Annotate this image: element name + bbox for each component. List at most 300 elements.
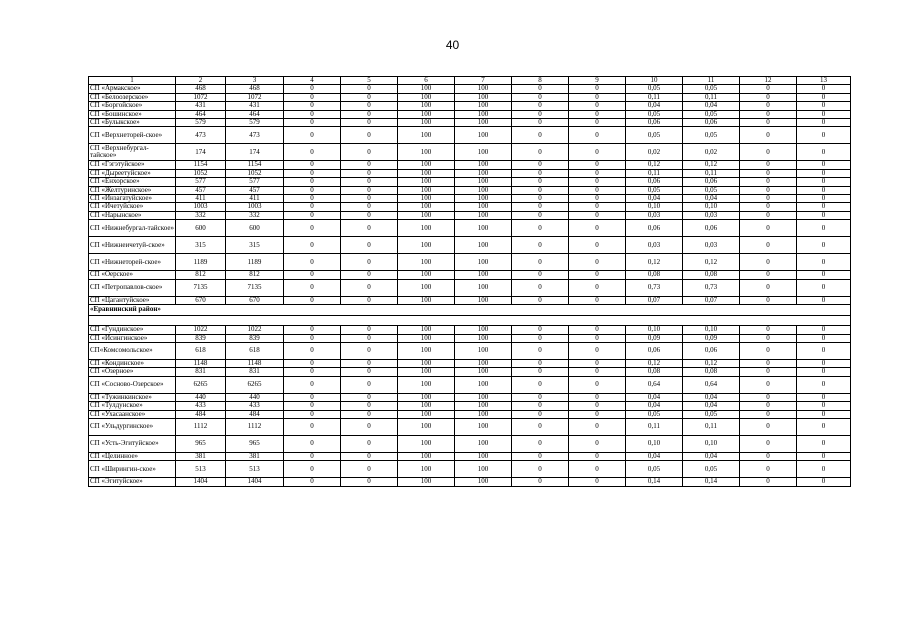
table-cell: 0 [341, 368, 398, 376]
table-cell: 100 [398, 393, 455, 401]
table-cell: 965 [176, 435, 226, 452]
table-cell: 839 [176, 334, 226, 342]
table-cell: 0,02 [626, 144, 683, 161]
settlement-name: СП «Оерское» [89, 271, 176, 279]
header-cell: 12 [740, 77, 797, 85]
table-cell: 315 [176, 237, 226, 254]
table-cell: 100 [455, 279, 512, 296]
table-cell: 0,03 [626, 211, 683, 219]
table-cell: 0 [740, 342, 797, 359]
table-cell: 0 [512, 342, 569, 359]
table-cell: 0 [569, 359, 626, 367]
table-cell: 0 [284, 418, 341, 435]
table-cell: 100 [398, 271, 455, 279]
table-cell: 484 [176, 410, 226, 418]
settlement-name: СП «Дыреетуйское» [89, 169, 176, 177]
table-row [89, 161, 851, 169]
table-cell: 0 [797, 161, 851, 169]
table-cell: 100 [455, 410, 512, 418]
table-row [89, 402, 851, 410]
table-cell: 0,06 [683, 178, 740, 186]
table-cell: 0,04 [683, 393, 740, 401]
table-cell: 0 [740, 161, 797, 169]
table-cell: 0 [284, 178, 341, 186]
table-cell: 484 [226, 410, 284, 418]
table-cell: 0 [797, 169, 851, 177]
settlement-name: СП «Армакское» [89, 85, 176, 93]
table-cell: 0,11 [683, 418, 740, 435]
table-cell: 0,06 [626, 178, 683, 186]
table-cell: 0,06 [683, 119, 740, 127]
table-cell: 100 [398, 220, 455, 237]
table-cell: 0,10 [683, 435, 740, 452]
table-cell: 0,09 [683, 334, 740, 342]
settlement-name: СП «Кондинское» [89, 359, 176, 367]
table-cell: 0,09 [626, 334, 683, 342]
table-cell: 473 [226, 127, 284, 144]
table-cell: 0 [341, 410, 398, 418]
table-cell: 0 [512, 161, 569, 169]
table-cell: 0 [512, 359, 569, 367]
table-cell: 0 [284, 271, 341, 279]
table-cell: 0 [797, 461, 851, 478]
table-cell: 100 [455, 368, 512, 376]
table-cell: 1148 [226, 359, 284, 367]
table-cell: 0,05 [683, 410, 740, 418]
table-cell: 381 [226, 452, 284, 460]
table-cell: 0 [569, 211, 626, 219]
table-cell: 0 [284, 169, 341, 177]
table-cell: 670 [226, 296, 284, 304]
header-cell: 7 [455, 77, 512, 85]
page-number: 40 [445, 38, 460, 52]
table-cell: 0,05 [683, 127, 740, 144]
table-cell: 0,05 [683, 186, 740, 194]
table-cell: 0,04 [626, 452, 683, 460]
table-cell: 100 [398, 279, 455, 296]
table-cell: 174 [176, 144, 226, 161]
table-cell: 0 [284, 93, 341, 101]
table-row [89, 195, 851, 203]
table-cell: 0 [284, 334, 341, 342]
table-cell: 831 [226, 368, 284, 376]
table-cell: 0 [797, 195, 851, 203]
table-cell: 0 [512, 271, 569, 279]
table-cell: 100 [455, 93, 512, 101]
table-cell: 1404 [176, 478, 226, 486]
table-cell: 0 [797, 144, 851, 161]
table-cell: 0 [569, 178, 626, 186]
table-cell: 0 [569, 161, 626, 169]
table-cell: 1072 [176, 93, 226, 101]
table-cell: 100 [398, 203, 455, 211]
table-cell: 0 [740, 169, 797, 177]
table-cell: 0 [569, 334, 626, 342]
table-cell: 0 [284, 359, 341, 367]
table-cell: 0 [341, 110, 398, 118]
table-cell: 0 [797, 93, 851, 101]
settlement-name: СП «Булыкское» [89, 119, 176, 127]
table-row [89, 435, 851, 452]
table-cell: 0,11 [626, 93, 683, 101]
table-row [89, 271, 851, 279]
table-cell: 0 [797, 402, 851, 410]
table-cell: 0 [284, 85, 341, 93]
table-cell: 0,04 [626, 393, 683, 401]
table-cell: 0 [284, 279, 341, 296]
table-cell: 0,64 [683, 376, 740, 393]
table-cell: 0,08 [626, 271, 683, 279]
table-cell: 812 [226, 271, 284, 279]
header-cell: 11 [683, 77, 740, 85]
table-cell: 0 [797, 279, 851, 296]
table-cell: 6265 [226, 376, 284, 393]
table-cell: 0 [569, 402, 626, 410]
table-cell: 0 [512, 237, 569, 254]
table-cell: 0 [284, 461, 341, 478]
table-cell: 464 [176, 110, 226, 118]
table-cell: 513 [176, 461, 226, 478]
table-cell: 0,14 [683, 478, 740, 486]
table-cell: 0 [284, 435, 341, 452]
table-cell: 0 [341, 102, 398, 110]
table-cell: 0 [512, 279, 569, 296]
blank-cell [89, 316, 851, 326]
table-cell: 1022 [226, 326, 284, 334]
table-cell: 100 [455, 211, 512, 219]
table-cell: 440 [176, 393, 226, 401]
table-cell: 0,05 [626, 85, 683, 93]
table-cell: 0 [569, 279, 626, 296]
table-cell: 100 [398, 161, 455, 169]
table-cell: 0 [797, 393, 851, 401]
table-cell: 831 [176, 368, 226, 376]
table-cell: 0 [797, 271, 851, 279]
table-cell: 100 [398, 435, 455, 452]
table-cell: 0 [740, 178, 797, 186]
table-cell: 0 [512, 102, 569, 110]
table-cell: 100 [455, 237, 512, 254]
table-cell: 100 [455, 127, 512, 144]
table-cell: 0 [569, 461, 626, 478]
table-cell: 0 [341, 435, 398, 452]
table-cell: 839 [226, 334, 284, 342]
table-cell: 1189 [226, 254, 284, 271]
table-row [89, 376, 851, 393]
table-cell: 0 [512, 461, 569, 478]
table-cell: 0 [569, 393, 626, 401]
table-cell: 0 [740, 102, 797, 110]
table-cell: 100 [455, 342, 512, 359]
table-cell: 0,04 [626, 402, 683, 410]
section-row [89, 305, 851, 316]
table-cell: 0 [341, 127, 398, 144]
table-cell: 0 [797, 211, 851, 219]
table-cell: 0 [512, 326, 569, 334]
table-cell: 0 [569, 195, 626, 203]
table-cell: 0 [740, 452, 797, 460]
table-cell: 315 [226, 237, 284, 254]
table-cell: 1003 [176, 203, 226, 211]
table-cell: 0 [512, 195, 569, 203]
table-cell: 0,12 [683, 161, 740, 169]
header-cell: 8 [512, 77, 569, 85]
settlement-name: СП «Усть-Эгитуйское» [89, 435, 176, 452]
table-cell: 0 [341, 220, 398, 237]
table-cell: 100 [398, 368, 455, 376]
table-cell: 0 [284, 203, 341, 211]
section-title: «Еравнинский район» [89, 305, 851, 316]
table-row [89, 110, 851, 118]
table-cell: 1003 [226, 203, 284, 211]
settlement-name: СП «Петропавлов-ское» [89, 279, 176, 296]
table-cell: 100 [455, 178, 512, 186]
table-row [89, 220, 851, 237]
table-cell: 0,12 [626, 254, 683, 271]
table-cell: 0 [512, 410, 569, 418]
table-cell: 0 [797, 102, 851, 110]
table-cell: 0 [512, 93, 569, 101]
table-cell: 1022 [176, 326, 226, 334]
table-row [89, 237, 851, 254]
table-cell: 1404 [226, 478, 284, 486]
table-cell: 0 [341, 376, 398, 393]
table-cell: 468 [226, 85, 284, 93]
table-cell: 0 [284, 296, 341, 304]
table-cell: 1112 [226, 418, 284, 435]
settlement-name: СП «Инзагатуйское» [89, 195, 176, 203]
settlement-name: СП «Цагантуйское» [89, 296, 176, 304]
table-cell: 0 [284, 127, 341, 144]
table-cell: 0 [569, 203, 626, 211]
table-cell: 0 [569, 169, 626, 177]
table-cell: 0,14 [626, 478, 683, 486]
table-cell: 0 [341, 178, 398, 186]
table-cell: 100 [398, 110, 455, 118]
table-cell: 411 [226, 195, 284, 203]
table-cell: 0 [797, 203, 851, 211]
table-cell: 457 [176, 186, 226, 194]
table-cell: 0 [740, 271, 797, 279]
table-cell: 0,05 [626, 127, 683, 144]
table-cell: 100 [398, 402, 455, 410]
table-cell: 7135 [226, 279, 284, 296]
table-cell: 100 [398, 211, 455, 219]
table-cell: 0 [512, 220, 569, 237]
table-row [89, 326, 851, 334]
table-cell: 0 [512, 452, 569, 460]
table-cell: 1112 [176, 418, 226, 435]
table-cell: 0 [512, 478, 569, 486]
table-cell: 0 [512, 144, 569, 161]
table-cell: 100 [455, 452, 512, 460]
table-cell: 100 [398, 334, 455, 342]
table-cell: 0 [740, 195, 797, 203]
table-cell: 100 [455, 393, 512, 401]
table-cell: 0,03 [626, 237, 683, 254]
table-cell: 0 [569, 376, 626, 393]
settlement-name: СП «Исингинское» [89, 334, 176, 342]
table-cell: 100 [398, 452, 455, 460]
table-cell: 100 [455, 203, 512, 211]
table-cell: 0 [740, 326, 797, 334]
table-cell: 1072 [226, 93, 284, 101]
table-cell: 0,06 [683, 342, 740, 359]
table-cell: 0 [341, 203, 398, 211]
table-cell: 0 [797, 478, 851, 486]
settlement-name: СП «Желтуринское» [89, 186, 176, 194]
header-cell: 13 [797, 77, 851, 85]
table-cell: 100 [398, 169, 455, 177]
table-cell: 0 [569, 102, 626, 110]
table-cell: 100 [398, 410, 455, 418]
table-cell: 100 [398, 144, 455, 161]
table-cell: 100 [455, 359, 512, 367]
table-cell: 0 [569, 418, 626, 435]
table-cell: 0 [284, 110, 341, 118]
settlement-name: СП «Тулдунское» [89, 402, 176, 410]
table-cell: 100 [455, 334, 512, 342]
table-cell: 0,04 [683, 452, 740, 460]
table-row [89, 418, 851, 435]
table-cell: 0,04 [683, 102, 740, 110]
table-row [89, 127, 851, 144]
table-cell: 0 [512, 296, 569, 304]
table-cell: 100 [455, 102, 512, 110]
table-cell: 100 [455, 326, 512, 334]
table-cell: 0 [797, 418, 851, 435]
table-cell: 100 [398, 186, 455, 194]
table-cell: 0 [797, 368, 851, 376]
table-cell: 100 [455, 254, 512, 271]
settlement-name: СП «Озерное» [89, 368, 176, 376]
table-cell: 0,05 [626, 461, 683, 478]
table-cell: 100 [398, 478, 455, 486]
table-cell: 174 [226, 144, 284, 161]
table-cell: 0,04 [683, 195, 740, 203]
table-cell: 0 [569, 110, 626, 118]
table-cell: 0,73 [626, 279, 683, 296]
header-row [89, 77, 851, 85]
table-cell: 0 [284, 102, 341, 110]
table-cell: 0 [512, 393, 569, 401]
table-cell: 0 [341, 271, 398, 279]
table-cell: 0 [797, 254, 851, 271]
table-row [89, 211, 851, 219]
table-cell: 0 [512, 211, 569, 219]
table-cell: 0 [740, 393, 797, 401]
table-cell: 0 [341, 296, 398, 304]
table-cell: 0 [569, 452, 626, 460]
table-cell: 0 [284, 195, 341, 203]
table-cell: 0,08 [683, 368, 740, 376]
table-cell: 0 [284, 144, 341, 161]
table-cell: 0 [284, 254, 341, 271]
table-cell: 0 [569, 368, 626, 376]
table-cell: 0,10 [626, 326, 683, 334]
table-cell: 0 [512, 85, 569, 93]
table-cell: 0 [797, 178, 851, 186]
table-cell: 0 [797, 85, 851, 93]
table-cell: 0 [341, 478, 398, 486]
table-cell: 100 [398, 342, 455, 359]
table-cell: 0,12 [683, 254, 740, 271]
header-cell: 3 [226, 77, 284, 85]
table-row [89, 144, 851, 161]
settlement-name: СП«Комсомольское» [89, 342, 176, 359]
table-cell: 0 [797, 452, 851, 460]
table-row [89, 203, 851, 211]
table-cell: 0 [740, 410, 797, 418]
settlement-name: СП «Нижнеторей-ское» [89, 254, 176, 271]
table-cell: 100 [455, 85, 512, 93]
table-cell: 600 [176, 220, 226, 237]
table-cell: 0,05 [683, 461, 740, 478]
table-cell: 0 [797, 220, 851, 237]
settlement-name: СП «Верхнебургал-тайское» [89, 144, 176, 161]
table-cell: 579 [226, 119, 284, 127]
settlement-name: СП «Нижнеичетуй-ское» [89, 237, 176, 254]
table-cell: 473 [176, 127, 226, 144]
settlement-name: СП «Гэгэтуйское» [89, 161, 176, 169]
settlement-name: СП «Нижнебургал-тайское» [89, 220, 176, 237]
settlement-name: СП «Белоозерское» [89, 93, 176, 101]
table-cell: 0 [284, 452, 341, 460]
table-cell: 433 [226, 402, 284, 410]
table-cell: 0 [284, 326, 341, 334]
settlement-name: СП «Ульдургинское» [89, 418, 176, 435]
table-cell: 0 [569, 220, 626, 237]
table-cell: 100 [455, 435, 512, 452]
table-cell: 0 [740, 237, 797, 254]
table-row [89, 410, 851, 418]
table-cell: 0 [797, 237, 851, 254]
table-cell: 100 [455, 186, 512, 194]
settlement-name: СП «Енхорское» [89, 178, 176, 186]
table-cell: 100 [455, 402, 512, 410]
table-row [89, 359, 851, 367]
table-row [89, 461, 851, 478]
table-cell: 100 [455, 144, 512, 161]
table-cell: 0,12 [626, 161, 683, 169]
table-cell: 0 [341, 161, 398, 169]
table-cell: 0,05 [626, 110, 683, 118]
table-cell: 100 [398, 296, 455, 304]
table-cell: 6265 [176, 376, 226, 393]
table-cell: 0 [284, 220, 341, 237]
table-cell: 0,05 [683, 110, 740, 118]
table-cell: 100 [455, 161, 512, 169]
table-cell: 0 [341, 195, 398, 203]
table-cell: 100 [398, 102, 455, 110]
table-cell: 0 [797, 435, 851, 452]
table-cell: 0 [569, 237, 626, 254]
header-cell: 6 [398, 77, 455, 85]
table-cell: 0 [512, 254, 569, 271]
table-cell: 0 [512, 402, 569, 410]
table-cell: 0 [569, 127, 626, 144]
settlement-name: СП «Эгитуйское» [89, 478, 176, 486]
table-cell: 0,64 [626, 376, 683, 393]
table-cell: 0,03 [683, 211, 740, 219]
table-cell: 0 [569, 410, 626, 418]
table-row [89, 102, 851, 110]
table-row [89, 93, 851, 101]
table-cell: 0 [569, 326, 626, 334]
table-cell: 0 [341, 85, 398, 93]
table-cell: 0 [569, 144, 626, 161]
table-cell: 100 [398, 418, 455, 435]
